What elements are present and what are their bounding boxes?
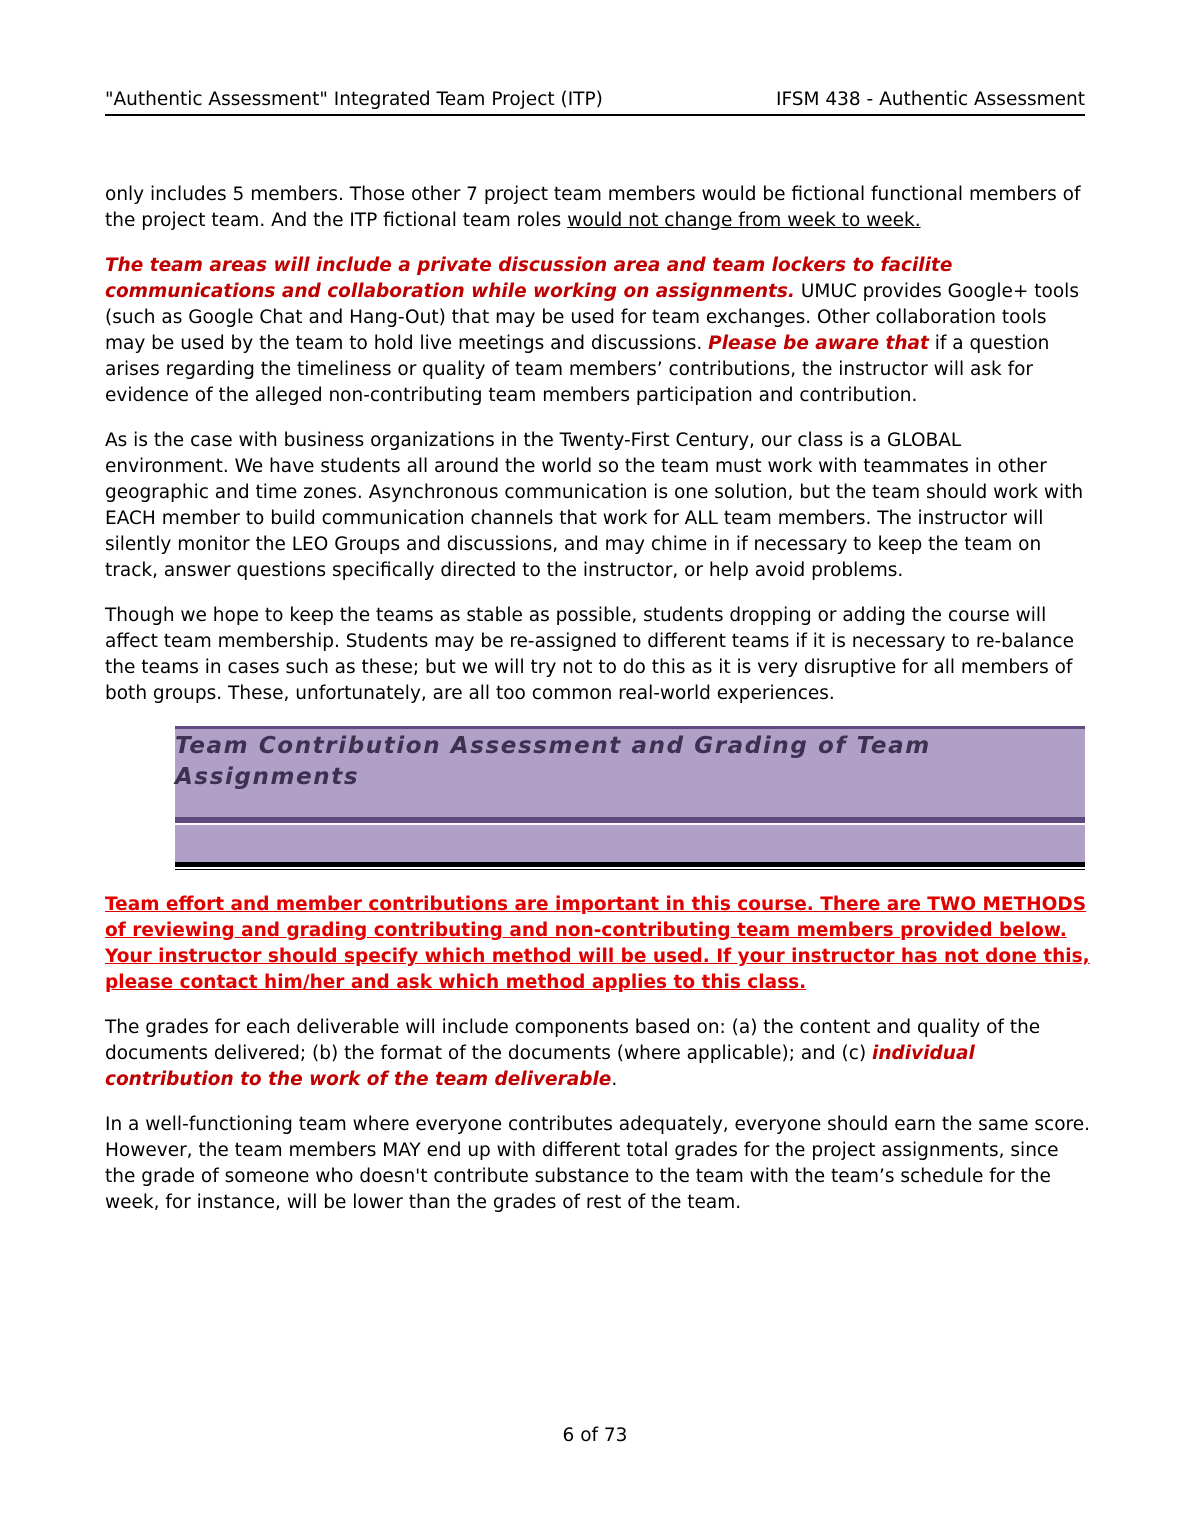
paragraph-text: only includes 5 members. Those other 7 project team members would be fictional functional members of the project team. And the ITP fictional team roles [105, 184, 1081, 231]
emphasis-text: The team areas will include a private discussion area and team lockers to facilite communications and collaboration while working on assignments. [105, 255, 953, 302]
header-course-title: IFSM 438 - Authentic Assessment [776, 89, 1085, 110]
banner-bottom-thin-rule [175, 869, 1085, 870]
paragraph-text: if a question arises regarding the timeliness or quality of team members’ contributions, the instructor will ask for evidence of the alleged non-contributing team members participation and contribution. [105, 333, 1050, 406]
section-heading-banner [175, 726, 1085, 870]
underlined-text: would not change from week to week. [567, 210, 921, 231]
paragraph-team-members [105, 182, 1090, 234]
page-body [105, 182, 1090, 1235]
page-header [105, 88, 1085, 116]
paragraph-team-scores: In a well-functioning team where everyone contributes adequately, everyone should earn the same score. However, the team members MAY end up with different total grades for the project assignments, since the grade of someone who doesn't contribute substance to the team with the team’s schedule for the week, for instance, will be lower than the grades of rest of the team. [105, 1114, 1090, 1213]
paragraph-text: UMUC provides Google+ tools (such as Google Chat and Hang-Out) that may be used for team exchanges. Other collaboration tools may be used by the team to hold live meetings and discussions. [105, 281, 1079, 354]
paragraph-text-end: . [611, 1069, 618, 1090]
paragraph-grade-components [105, 1015, 1090, 1093]
paragraph-global-environment: As is the case with business organizations in the Twenty-First Century, our class is a GLOBAL environment. We have students all around the world so the team must work with teammates in other geographic and time zones. Asynchronous communication is one solution, but the team should work with EACH member to build communication channels that work for ALL team members. The instructor will silently monitor the LEO Groups and discussions, and may chime in if necessary to keep the team on track, answer questions specifically directed to the instructor, or help avoid problems. [105, 430, 1084, 581]
emphasis-text: individual contribution to the work of the team deliverable [105, 1043, 975, 1090]
page-number: 6 of 73 [562, 1425, 628, 1446]
grading-methods-notice: Team effort and member contributions are important in this course. There are TWO METHODS of reviewing and grading contributing and non-contributing team members provided below. Your instructor should specify which method will be used. If your instructor has not done this, please contact him/her and ask which method applies to this class. [105, 894, 1090, 993]
header-document-title: "Authentic Assessment" Integrated Team Project (ITP) [105, 89, 603, 110]
paragraph-team-areas [105, 253, 1090, 409]
banner-lower-band [175, 825, 1085, 862]
paragraph-text: The grades for each deliverable will include components based on: (a) the content and quality of the documents delivered; (b) the format of the documents (where applicable); and (c) [105, 1017, 1041, 1064]
emphasis-text-aware: Please be aware that [708, 333, 929, 354]
banner-body [175, 729, 1085, 817]
paragraph-team-stability: Though we hope to keep the teams as stable as possible, students dropping or adding the course will affect team membership. Students may be re-assigned to different teams if it is necessary to re-balance the teams in cases such as these; but we will try not to do this as it is very disruptive for all members of both groups. These, unfortunately, are all too common real-world experiences. [105, 605, 1074, 704]
section-heading: Team Contribution Assessment and Grading of Team Assignments [175, 733, 931, 790]
